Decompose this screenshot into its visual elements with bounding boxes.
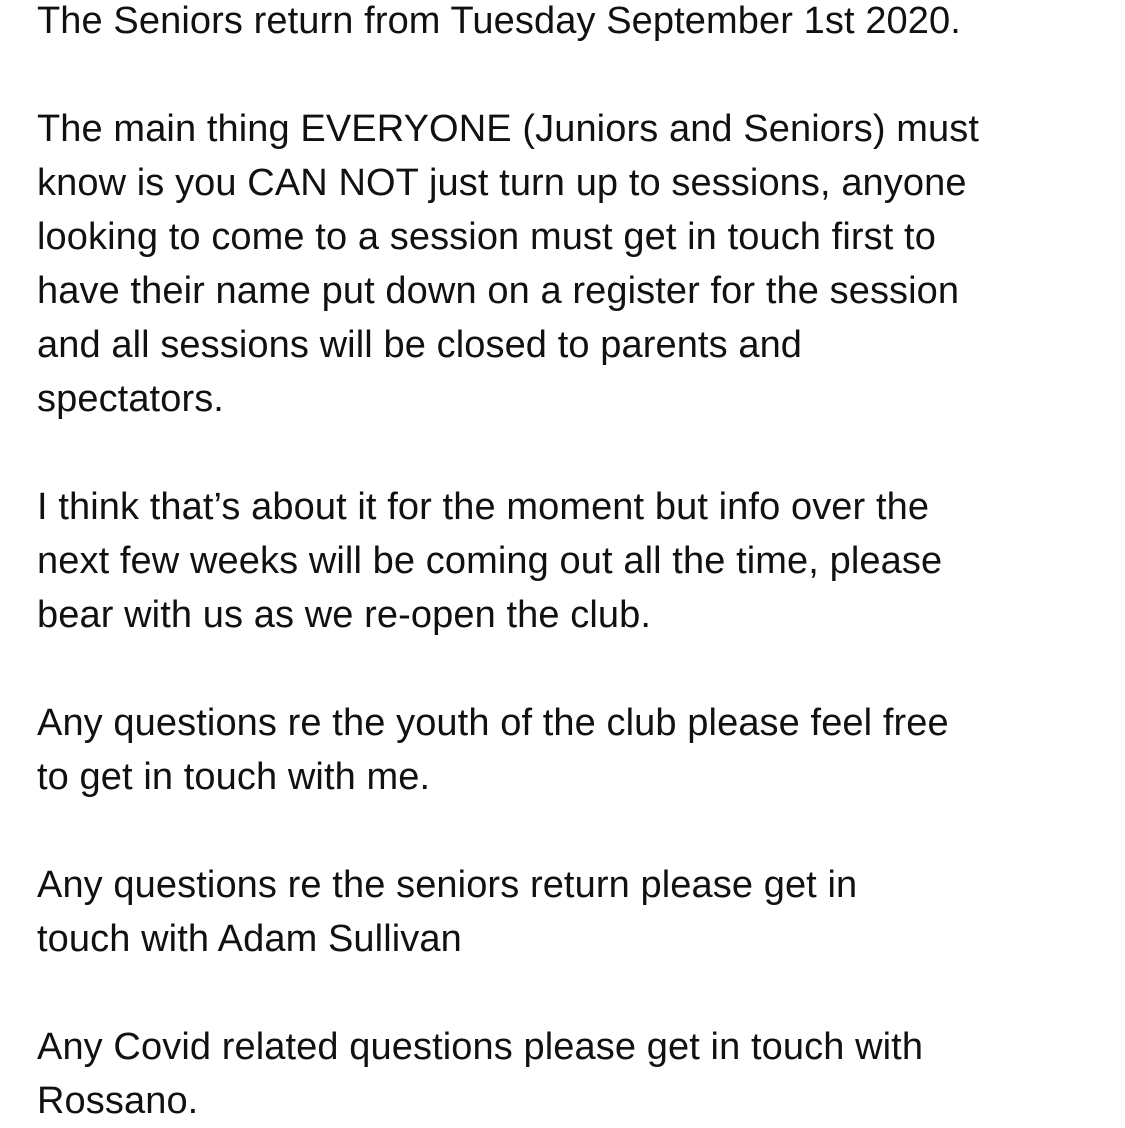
paragraph-gap — [37, 426, 1107, 480]
text-line: Any questions re the youth of the club please feel free — [37, 702, 949, 744]
paragraph-seniors-questions — [37, 858, 1107, 966]
text-line: bear with us as we re-open the club. — [37, 594, 652, 636]
text-line: I think that’s about it for the moment but info over the — [37, 486, 930, 528]
text-line: touch with Adam Sullivan — [37, 918, 462, 960]
note-body — [37, 0, 1107, 1128]
paragraph-gap — [37, 804, 1107, 858]
text-line: next few weeks will be coming out all the time, please — [37, 540, 943, 582]
text-line: know is you CAN NOT just turn up to sessions, anyone — [37, 162, 967, 204]
paragraph-seniors-return — [37, 0, 1107, 48]
paragraph-gap — [37, 642, 1107, 696]
text-line: and all sessions will be closed to parents and — [37, 324, 803, 366]
paragraph-youth-questions — [37, 696, 1107, 804]
text-line: The Seniors return from Tuesday September 1st 2020. — [37, 0, 961, 42]
text-line: Any questions re the seniors return please get in — [37, 864, 858, 906]
text-line: to get in touch with me. — [37, 756, 431, 798]
text-line: have their name put down on a register for the session — [37, 270, 960, 312]
paragraph-more-info — [37, 480, 1107, 642]
paragraph-register-required — [37, 102, 1107, 426]
paragraph-covid-questions — [37, 1020, 1107, 1128]
paragraph-gap — [37, 966, 1107, 1020]
text-line: The main thing EVERYONE (Juniors and Seniors) must — [37, 108, 980, 150]
text-line: spectators. — [37, 378, 224, 420]
text-line: Rossano. — [37, 1080, 199, 1122]
text-line: Any Covid related questions please get in touch with — [37, 1026, 924, 1068]
paragraph-gap — [37, 48, 1107, 102]
text-line: looking to come to a session must get in touch first to — [37, 216, 936, 258]
